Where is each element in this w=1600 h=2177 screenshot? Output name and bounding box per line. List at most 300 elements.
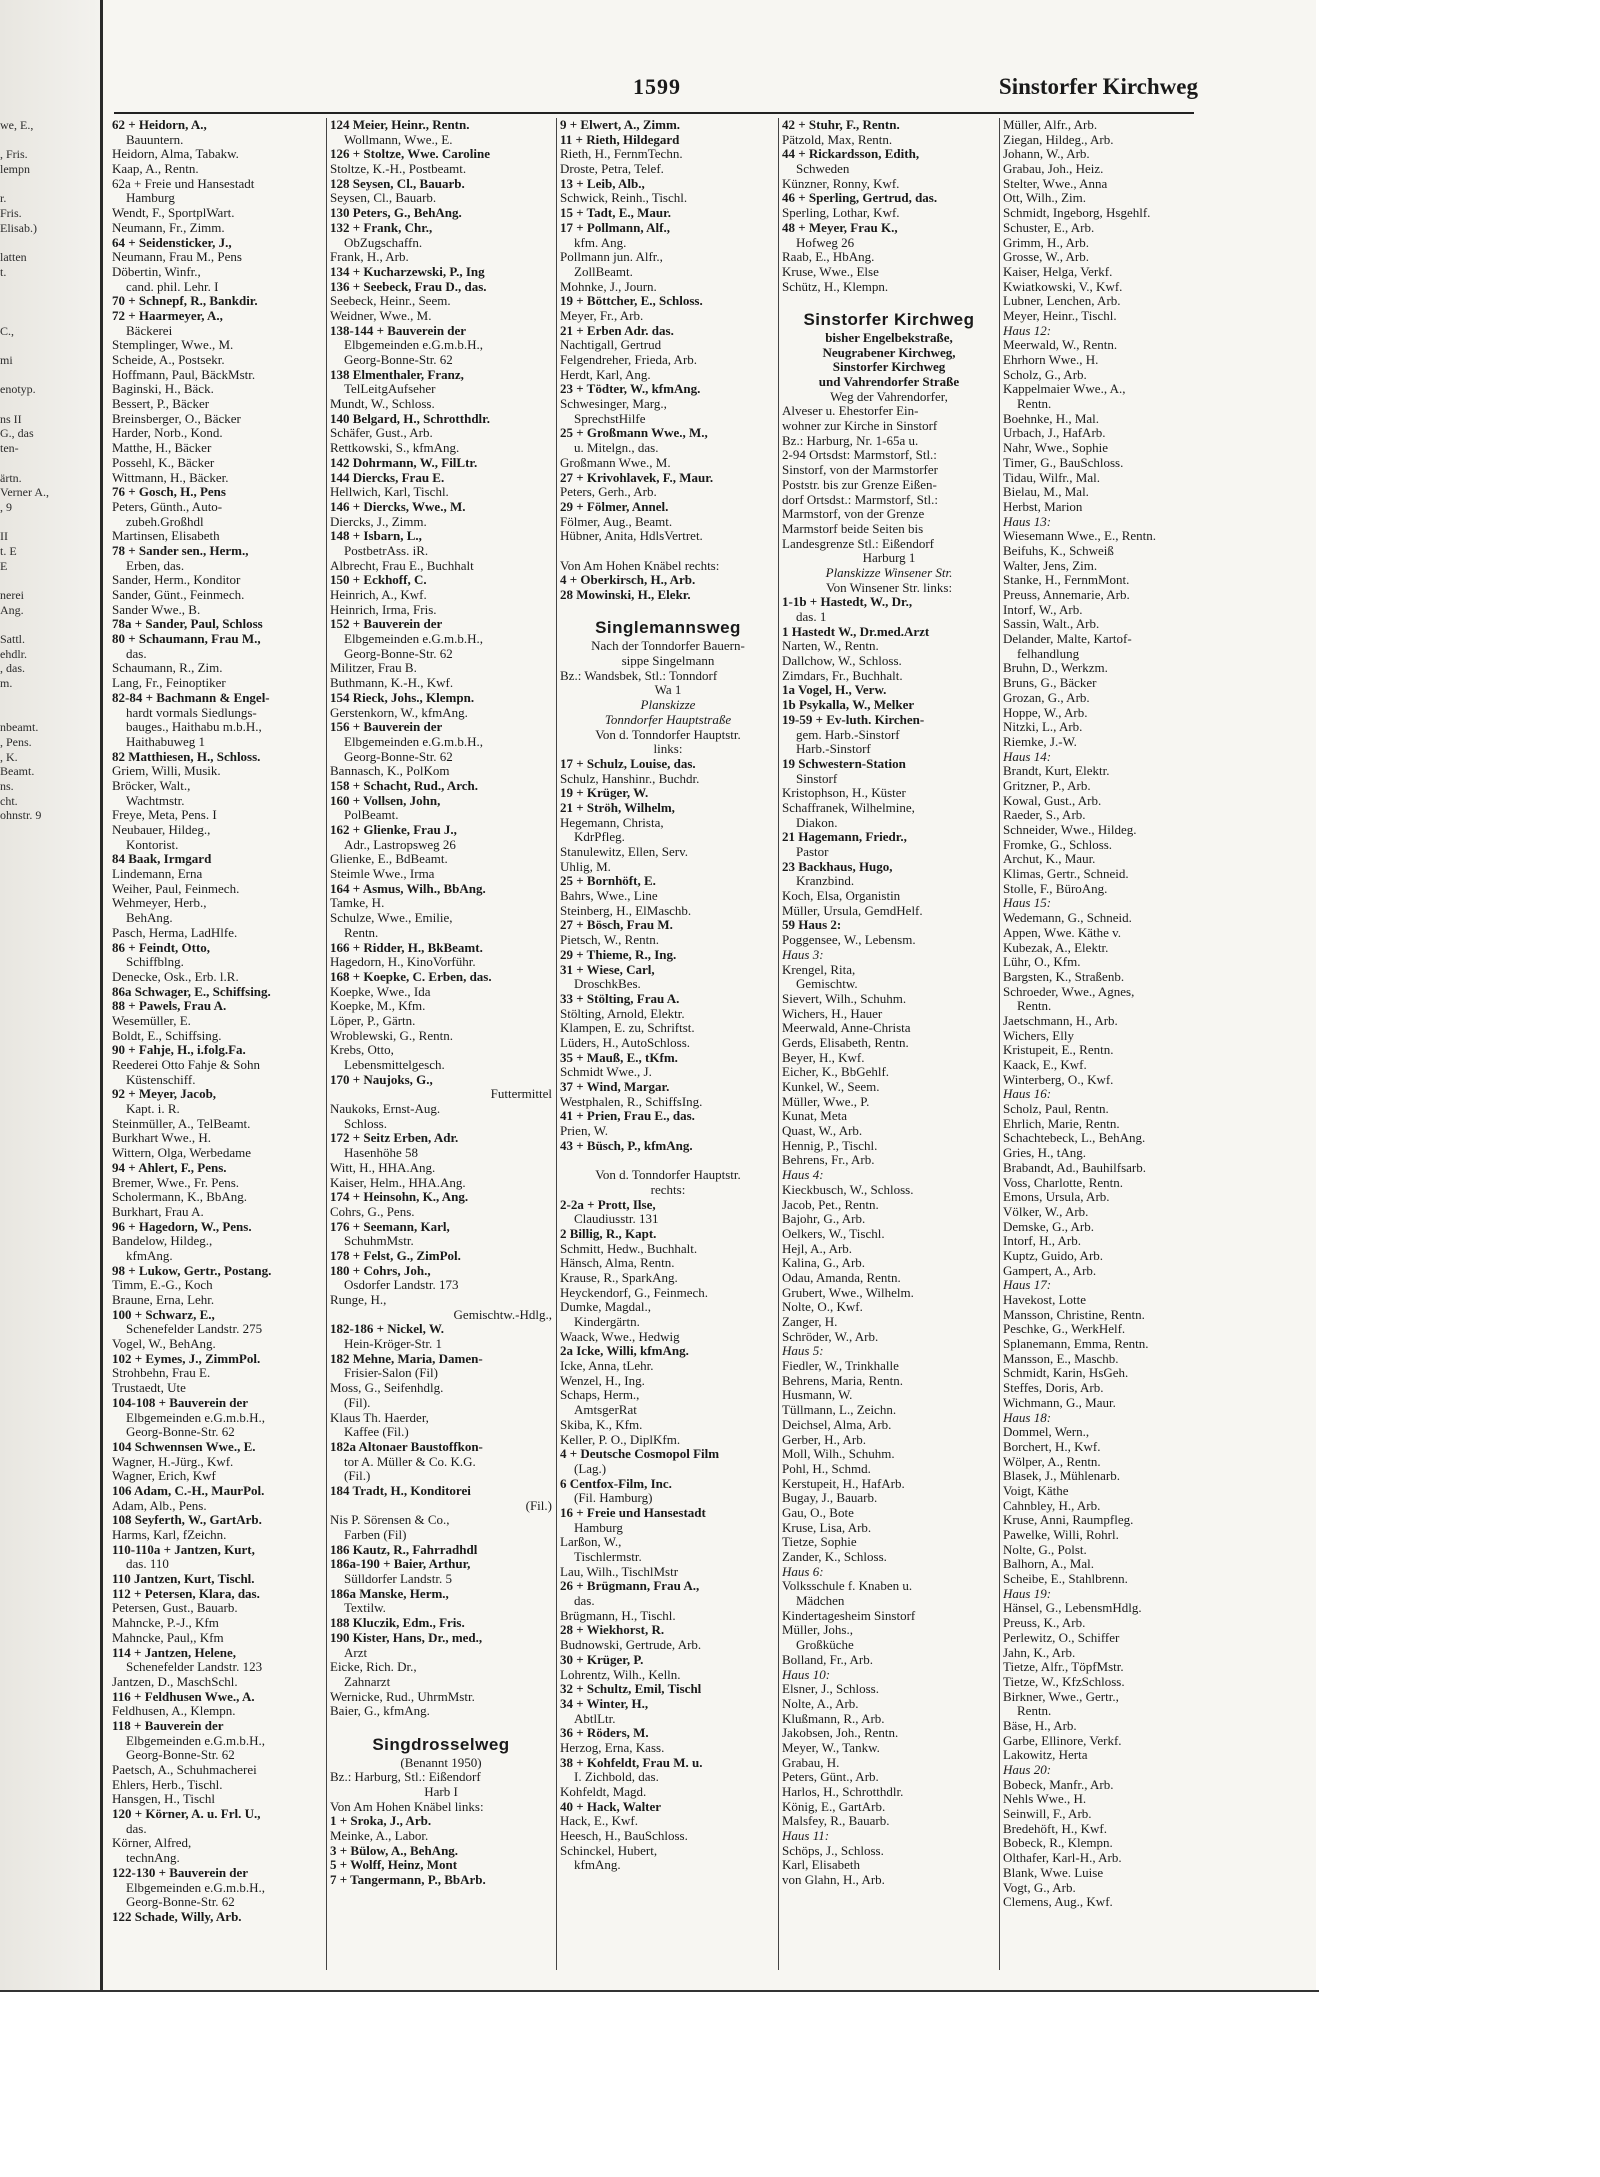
directory-entry: (Fil. Hamburg) <box>574 1490 653 1506</box>
directory-entry: Hasenhöhe 58 <box>344 1145 419 1161</box>
directory-entry: Hellwich, Karl, Tischl. <box>330 484 449 500</box>
directory-entry: Hänsch, Alma, Rentn. <box>560 1255 675 1271</box>
directory-entry: Hänsel, G., LebensmHdlg. <box>1003 1600 1142 1616</box>
directory-entry: Wagner, H.-Jürg., Kwf. <box>112 1453 234 1469</box>
cut-text-fragment: we, E., <box>0 118 34 132</box>
directory-entry: Tietze, Sophie <box>782 1534 857 1550</box>
directory-entry: 156 + Bauverein der <box>330 719 443 735</box>
directory-entry: Bremer, Wwe., Fr. Pens. <box>112 1174 240 1190</box>
directory-entry: Matthe, H., Bäcker <box>112 440 212 456</box>
cut-text-fragment: ns II <box>0 411 22 426</box>
directory-entry: 160 + Vollsen, John, <box>330 792 441 808</box>
directory-entry: Sievert, Wilh., Schuhm. <box>782 990 907 1006</box>
directory-entry: Kindertagesheim Sinstorf <box>782 1607 916 1623</box>
directory-entry: 186a-190 + Baier, Arthur, <box>330 1556 471 1572</box>
directory-entry: ObZugschaffn. <box>344 234 423 250</box>
directory-entry: Fromke, G., Schloss. <box>1003 836 1113 852</box>
directory-entry: Feldhusen, A., Klempn. <box>112 1703 236 1719</box>
directory-entry: Döbertin, Winfr., <box>112 263 201 279</box>
cut-text-fragment: r. <box>0 191 7 206</box>
directory-entry: Behrens, Fr., Arb. <box>782 1152 875 1168</box>
directory-entry: Skiba, K., Kfm. <box>560 1416 643 1432</box>
directory-entry: Schenefelder Landstr. 123 <box>126 1659 263 1675</box>
directory-entry: Schroeder, Wwe., Agnes, <box>1003 983 1135 999</box>
cut-text-fragment <box>0 617 98 632</box>
directory-entry: 100 + Schwarz, E., <box>112 1306 215 1322</box>
directory-entry: Cahnbley, H., Arb. <box>1003 1497 1101 1513</box>
cut-text-fragment <box>0 691 98 706</box>
directory-entry: 29 + Fölmer, Annel. <box>560 498 669 514</box>
cut-text-fragment: nbeamt. <box>0 720 39 735</box>
directory-entry: Martinsen, Elisabeth <box>112 528 220 544</box>
directory-entry: 138 Elmenthaler, Franz, <box>330 366 464 382</box>
directory-entry: Jahn, K., Arb. <box>1003 1644 1076 1660</box>
directory-entry: Jaetschmann, H., Arb. <box>1003 1012 1118 1028</box>
directory-entry: Diakon. <box>796 814 838 830</box>
directory-entry: 13 + Leib, Alb., <box>560 175 645 191</box>
directory-entry: 21 Hagemann, Friedr., <box>782 829 907 845</box>
directory-entry: Künzner, Ronny, Kwf. <box>782 175 900 191</box>
directory-entry: Kaiser, Helm., HHA.Ang. <box>330 1174 466 1190</box>
directory-entry: 1-1b + Hastedt, W., Dr., <box>782 594 913 610</box>
directory-entry: Baier, G., kfmAng. <box>330 1703 430 1719</box>
directory-entry: Wachtmstr. <box>126 792 185 808</box>
directory-entry: Perlewitz, O., Schiffer <box>1003 1629 1120 1645</box>
directory-entry: Nolte, G., Polst. <box>1003 1541 1087 1557</box>
directory-entry: Schwick, Reinh., Tischl. <box>560 190 688 206</box>
directory-entry: 150 + Eckhoff, C. <box>330 572 427 588</box>
directory-entry: Bz.: Wandsbek, Stl.: Tonndorf <box>560 667 718 683</box>
directory-entry: 64 + Seidensticker, J., <box>112 234 232 250</box>
directory-entry: Wölper, A., Rentn. <box>1003 1453 1101 1469</box>
directory-entry: Kaffee (Fil.) <box>344 1424 409 1440</box>
directory-entry: Riemke, J.-W. <box>1003 733 1077 749</box>
directory-entry: Dumke, Magdal., <box>560 1299 651 1315</box>
directory-entry: Mahncke, P.-J., Kfm <box>112 1615 219 1631</box>
cut-text-fragment: m. <box>0 676 13 691</box>
directory-entry: Grosse, W., Arb. <box>1003 249 1089 265</box>
directory-entry: Haus 5: <box>782 1343 824 1359</box>
directory-entry: Klaus Th. Haerder, <box>330 1409 429 1425</box>
directory-entry: Georg-Bonne-Str. 62 <box>344 748 453 764</box>
directory-entry: Karl, Elisabeth <box>782 1857 860 1873</box>
directory-entry: 138-144 + Bauverein der <box>330 322 467 338</box>
directory-entry: Schloss. <box>344 1115 387 1131</box>
directory-entry: (Fil.) <box>525 1497 552 1513</box>
directory-entry: Schmidt, Karin, HsGeh. <box>1003 1365 1129 1381</box>
directory-entry: König, E., GartArb. <box>782 1798 886 1814</box>
directory-entry: 7 + Tangermann, P., BbArb. <box>330 1872 486 1888</box>
directory-entry: 1 Hastedt W., Dr.med.Arzt <box>782 623 930 639</box>
directory-entry: AmtsgerRat <box>574 1402 637 1418</box>
directory-entry: Gerds, Elisabeth, Rentn. <box>782 1034 909 1050</box>
directory-entry: bisher Engelbekstraße, <box>825 329 953 345</box>
directory-entry: 5 + Wolff, Heinz, Mont <box>330 1857 458 1873</box>
directory-entry: Osdorfer Landstr. 173 <box>344 1277 459 1293</box>
directory-entry: technAng. <box>126 1850 180 1866</box>
directory-entry: Sander Wwe., B. <box>112 601 201 617</box>
directory-entry: Rieth, H., FernmTechn. <box>560 146 683 162</box>
directory-entry: Schmidt Wwe., J. <box>560 1064 652 1080</box>
directory-entry: 114 + Jantzen, Helene, <box>112 1644 237 1660</box>
directory-entry: Kruse, Anni, Raumpfleg. <box>1003 1512 1134 1528</box>
directory-entry: Deichsel, Alma, Arb. <box>782 1416 892 1432</box>
directory-entry: Nitzki, L., Arb. <box>1003 719 1083 735</box>
directory-entry: 162 + Glienke, Frau J., <box>330 822 457 837</box>
cut-text-fragment: , das. <box>0 661 25 676</box>
directory-entry: 154 Rieck, Johs., Klempn. <box>330 689 475 705</box>
directory-entry: PolBeamt. <box>344 807 399 823</box>
directory-entry: Albrecht, Frau E., Buchhalt <box>330 557 474 573</box>
directory-entry: Sassin, Walt., Arb. <box>1003 616 1100 632</box>
directory-entry: Mädchen <box>796 1593 845 1609</box>
directory-entry: 46 + Sperling, Gertrud, das. <box>782 190 938 206</box>
directory-entry: Eicher, K., BbGehlf. <box>782 1064 890 1080</box>
directory-entry: Peters, Günt., Arb. <box>782 1769 879 1785</box>
directory-entry: Zimdars, Fr., Buchhalt. <box>782 667 903 683</box>
directory-entry: Schiffblng. <box>126 954 184 970</box>
directory-entry: 102 + Eymes, J., ZimmPol. <box>112 1350 261 1366</box>
directory-entry: Adr., Lastropsweg 26 <box>344 836 456 852</box>
directory-entry: Schuster, E., Arb. <box>1003 219 1095 235</box>
directory-entry: Heesch, H., BauSchloss. <box>560 1828 688 1844</box>
directory-entry: 2a Icke, Willi, kfmAng. <box>560 1343 689 1359</box>
directory-entry: Hejl, A., Arb. <box>782 1240 853 1256</box>
directory-entry: Larßon, W., <box>560 1534 622 1550</box>
directory-entry: 44 + Rickardsson, Edith, <box>782 146 920 162</box>
directory-entry: Hamburg <box>126 190 175 206</box>
page-bottom-edge <box>0 1990 1319 1992</box>
directory-entry: 182-186 + Nickel, W. <box>330 1321 444 1337</box>
directory-entry: Garbe, Ellinore, Verkf. <box>1003 1732 1122 1748</box>
directory-entry: Kowal, Gust., Arb. <box>1003 792 1102 808</box>
column-divider <box>999 118 1000 1970</box>
directory-entry: KdrPfleg. <box>574 829 625 845</box>
directory-entry: von Glahn, H., Arb. <box>782 1872 885 1888</box>
directory-entry: zubeh.Großhdl <box>126 513 204 529</box>
directory-entry: 182a Altonaer Baustoffkon- <box>330 1438 483 1454</box>
directory-entry: Pätzold, Max, Rentn. <box>782 131 893 147</box>
directory-entry: 130 Peters, G., BehAng. <box>330 205 462 221</box>
directory-entry: (Fil.) <box>344 1468 371 1484</box>
directory-entry: Quast, W., Arb. <box>782 1123 863 1139</box>
directory-entry: Schaffranek, Wilhelmine, <box>782 799 915 815</box>
directory-entry: (Fil). <box>344 1394 371 1410</box>
directory-entry: Kristupeit, E., Rentn. <box>1003 1042 1114 1058</box>
directory-entry: Heidorn, Alma, Tabakw. <box>112 146 239 162</box>
directory-entry: 140 Belgard, H., Schrotthdlr. <box>330 410 490 426</box>
directory-entry: 29 + Thieme, R., Ing. <box>560 946 677 962</box>
directory-entry: Haus 12: <box>1003 322 1052 338</box>
directory-entry: 4 + Deutsche Cosmopol Film <box>560 1446 720 1462</box>
directory-entry: Harms, Karl, fZeichn. <box>112 1527 227 1542</box>
directory-entry: Voigt, Käthe <box>1003 1482 1069 1498</box>
directory-entry: Gerstenkorn, W., kfmAng. <box>330 704 468 720</box>
directory-entry: Wollmann, Wwe., E. <box>344 131 453 147</box>
directory-entry: Fiedler, W., Trinkhalle <box>782 1358 899 1374</box>
directory-entry: Neugrabener Kirchweg, <box>822 344 956 360</box>
directory-entry: Meyer, W., Tankw. <box>782 1739 880 1755</box>
directory-entry: Tonndorfer Hauptstraße <box>604 711 732 727</box>
directory-entry: Völker, W., Arb. <box>1003 1203 1089 1219</box>
directory-entry: 80 + Schaumann, Frau M., <box>112 631 261 647</box>
directory-entry: Elbgemeinden e.G.m.b.H., <box>126 1732 265 1748</box>
directory-entry: Meinke, A., Labor. <box>330 1828 429 1844</box>
directory-entry: Bajohr, G., Arb. <box>782 1211 866 1227</box>
cut-text-fragment <box>0 338 98 353</box>
directory-entry: Schwesinger, Marg., <box>560 396 667 412</box>
directory-entry: Lindemann, Erna <box>112 866 203 882</box>
cut-text-fragment <box>0 573 98 588</box>
directory-entry: 36 + Röders, M. <box>560 1725 649 1741</box>
directory-entry: Johann, W., Arb. <box>1003 146 1090 162</box>
directory-entry: Hein-Kröger-Str. 1 <box>344 1336 442 1352</box>
cut-text-fragment: mi <box>0 353 13 367</box>
directory-entry: Bz.: Harburg, Nr. 1-65a u. <box>782 432 919 448</box>
running-head: Sinstorfer Kirchweg <box>998 74 1198 99</box>
directory-entry: 78a + Sander, Paul, Schloss <box>112 616 263 632</box>
directory-entry: Haus 3: <box>782 946 824 962</box>
column-divider <box>326 118 327 1970</box>
directory-entry: Kruse, Lisa, Arb. <box>782 1519 872 1535</box>
directory-entry: Rentn. <box>344 924 379 940</box>
directory-entry: Urbach, J., HafArb. <box>1003 425 1106 441</box>
directory-entry: Kristophson, H., Küster <box>782 785 906 801</box>
cut-text-fragment: Ang. <box>0 602 24 617</box>
directory-entry: Wesemüller, E. <box>112 1012 191 1028</box>
directory-entry: 182 Mehne, Maria, Damen- <box>330 1350 483 1366</box>
directory-entry: Planskizze <box>640 697 696 713</box>
directory-entry: 106 Adam, C.-H., MaurPol. <box>112 1482 265 1498</box>
directory-entry: 17 + Schulz, Louise, das. <box>560 755 696 771</box>
cut-text-fragment: enotyp. <box>0 382 36 397</box>
cut-text-fragment <box>0 236 98 251</box>
directory-entry: Heinrich, A., Kwf. <box>330 587 427 602</box>
directory-entry: Dallchow, W., Schloss. <box>782 653 902 669</box>
directory-entry: Jacob, Pet., Rentn. <box>782 1196 879 1212</box>
directory-entry: Paetsch, A., Schuhmacherei <box>112 1762 257 1777</box>
directory-entry: 6 Centfox-Film, Inc. <box>560 1475 672 1491</box>
street-heading: Singdrosselweg <box>372 1734 510 1754</box>
directory-entry: Weidner, Wwe., M. <box>330 307 432 323</box>
directory-entry: Steinberg, H., ElMaschb. <box>560 902 692 918</box>
directory-entry: 19 + Böttcher, E., Schloss. <box>560 293 703 309</box>
directory-entry: Landesgrenze Stl.: Eißendorf <box>782 535 934 551</box>
page-header <box>108 74 1198 114</box>
directory-entry: Marmstorf, von der Grenze <box>782 506 925 522</box>
directory-entry: Hegemann, Christa, <box>560 814 664 830</box>
directory-entry: Weiher, Paul, Feinmech. <box>112 880 240 896</box>
directory-entry: AbtlLtr. <box>574 1710 616 1726</box>
directory-entry: Wagner, Erich, Kwf <box>112 1468 216 1484</box>
directory-entry: Lubner, Lenchen, Arb. <box>1003 293 1121 309</box>
directory-entry: 186a Manske, Herm., <box>330 1585 449 1601</box>
directory-entry: Haus 20: <box>1003 1762 1052 1777</box>
directory-entry: 110 Jantzen, Kurt, Tischl. <box>112 1571 255 1587</box>
directory-entry: 168 + Koepke, C. Erben, das. <box>330 968 492 984</box>
directory-entry: 90 + Fahje, H., i.folg.Fa. <box>112 1042 246 1058</box>
directory-entry: Jantzen, D., MaschSchl. <box>112 1673 238 1689</box>
directory-entry: Haus 11: <box>782 1828 830 1844</box>
directory-entry: Kohfeldt, Magd. <box>560 1784 647 1799</box>
directory-entry: Pasch, Herma, LadHlfe. <box>112 924 238 940</box>
directory-entry: 136 + Seebeck, Frau D., das. <box>330 278 487 294</box>
directory-entry: Ott, Wilh., Zim. <box>1003 190 1087 206</box>
directory-entry: Bredehöft, H., Kwf. <box>1003 1820 1107 1836</box>
directory-entry: Georg-Bonne-Str. 62 <box>126 1424 235 1440</box>
directory-column-4 <box>782 118 996 1888</box>
directory-entry: Herzog, Erna, Kass. <box>560 1739 665 1755</box>
directory-entry: Wernicke, Rud., UhrmMstr. <box>330 1688 475 1704</box>
directory-entry: Nachtigall, Gertrud <box>560 337 662 353</box>
cut-text-fragment: t. <box>0 264 7 279</box>
directory-entry: Droste, Petra, Telef. <box>560 161 664 177</box>
directory-entry: BehAng. <box>126 910 173 926</box>
directory-entry: Hoppe, W., Arb. <box>1003 704 1088 720</box>
directory-entry: 104 Schwennsen Wwe., E. <box>112 1438 256 1454</box>
directory-entry: Kieckbusch, W., Schloss. <box>782 1181 914 1197</box>
directory-entry: 112 + Petersen, Klara, das. <box>112 1585 260 1601</box>
directory-entry: Lakowitz, Herta <box>1003 1747 1088 1763</box>
directory-entry: Koepke, Wwe., Ida <box>330 983 431 999</box>
directory-entry: 2-94 Ortsdst: Marmstorf, Stl.: <box>782 447 937 463</box>
directory-entry: Malsfey, R., Bauarb. <box>782 1813 890 1829</box>
directory-entry: Schachtebeck, L., BehAng. <box>1003 1130 1146 1146</box>
directory-entry: Trustaedt, Ute <box>112 1380 186 1396</box>
directory-entry: Scholz, Paul, Rentn. <box>1003 1101 1109 1117</box>
directory-entry: Tietze, Alfr., TöpfMstr. <box>1003 1659 1124 1675</box>
cut-text-fragment <box>0 706 98 721</box>
directory-entry: Elbgemeinden e.G.m.b.H., <box>126 1409 265 1425</box>
directory-entry: Nolte, O., Kwf. <box>782 1299 863 1315</box>
directory-entry: bauges., Haithabu m.b.H., <box>126 719 262 735</box>
directory-entry: Müller, Alfr., Arb. <box>1003 118 1098 132</box>
directory-entry: Haus 10: <box>782 1666 831 1682</box>
directory-entry: Petersen, Gust., Bauarb. <box>112 1600 238 1616</box>
directory-entry: Schöps, J., Schloss. <box>782 1842 884 1858</box>
directory-entry: Lohrentz, Wilh., Kelln. <box>560 1666 681 1682</box>
directory-entry: Grimm, H., Arb. <box>1003 234 1089 250</box>
directory-entry: Bruhn, D., Werkzm. <box>1003 660 1108 676</box>
directory-entry: Steffes, Doris, Arb. <box>1003 1380 1104 1396</box>
directory-entry: 148 + Isbarn, L., <box>330 528 422 544</box>
directory-entry <box>560 544 776 559</box>
directory-entry: 82 Matthiesen, H., Schloss. <box>112 748 261 764</box>
directory-entry: Kranzbind. <box>796 873 855 889</box>
directory-entry: das. 110 <box>126 1556 169 1572</box>
directory-entry: rechts: <box>650 1181 686 1197</box>
directory-entry: Hoffmann, Paul, BäckMstr. <box>112 366 256 382</box>
directory-entry: Mansson, E., Maschb. <box>1003 1350 1119 1366</box>
directory-entry: Sperling, Lothar, Kwf. <box>782 205 900 221</box>
directory-entry: Weg der Vahrendorfer, <box>830 388 948 404</box>
directory-entry: und Vahrendorfer Straße <box>818 374 960 389</box>
directory-entry: Scheibe, E., Stahlbrenn. <box>1003 1571 1128 1587</box>
directory-entry: Husmann, W. <box>782 1387 853 1403</box>
directory-entry: Bäckerei <box>126 322 173 338</box>
directory-entry: Splanemann, Emma, Rentn. <box>1003 1336 1149 1352</box>
directory-entry: Haus 19: <box>1003 1585 1052 1601</box>
directory-entry: Denecke, Osk., Erb. l.R. <box>112 968 239 984</box>
directory-entry: Gries, H., tAng. <box>1003 1145 1087 1161</box>
directory-entry: cand. phil. Lehr. I <box>126 278 219 294</box>
directory-entry: Reederei Otto Fahje & Sohn <box>112 1057 261 1072</box>
directory-entry: Rettkowski, S., kfmAng. <box>330 440 460 456</box>
directory-entry: 41 + Prien, Frau E., das. <box>560 1108 695 1124</box>
cut-text-fragment: t. E <box>0 543 17 558</box>
directory-entry: Waack, Wwe., Hedwig <box>560 1328 680 1344</box>
directory-entry: Zanger, H. <box>782 1314 838 1329</box>
directory-entry: Raeder, S., Arb. <box>1003 807 1086 823</box>
directory-entry: Vogt, G., Arb. <box>1003 1879 1076 1895</box>
directory-entry: Baginski, H., Bäck. <box>112 381 214 397</box>
directory-entry: Bargsten, K., Straßenb. <box>1003 968 1125 984</box>
directory-entry: Boldt, E., Schiffsing. <box>112 1027 222 1043</box>
directory-entry: 84 Baak, Irmgard <box>112 851 212 867</box>
directory-entry: 40 + Hack, Walter <box>560 1798 662 1814</box>
directory-entry: Braune, Erna, Lehr. <box>112 1292 215 1307</box>
directory-entry: Fölmer, Aug., Beamt. <box>560 513 673 529</box>
directory-entry: Birkner, Wwe., Gertr., <box>1003 1688 1119 1704</box>
cut-text-fragment: nerei <box>0 588 24 602</box>
directory-entry: sippe Singelmann <box>621 653 715 669</box>
directory-entry: Keller, P. O., DiplKfm. <box>560 1431 681 1447</box>
directory-entry: 98 + Lukow, Gertr., Postang. <box>112 1262 272 1278</box>
directory-entry: 164 + Asmus, Wilh., BbAng. <box>330 880 486 896</box>
directory-column-1 <box>112 118 324 1925</box>
directory-entry: Müller, Johs., <box>782 1622 853 1638</box>
directory-entry: 17 + Pollmann, Alf., <box>560 219 670 235</box>
directory-entry: Tietze, W., KfzSchloss. <box>1003 1673 1125 1689</box>
directory-entry: Harlos, H., Schrotthdlr. <box>782 1784 904 1799</box>
directory-entry: Haus 18: <box>1003 1409 1052 1425</box>
directory-entry: Mundt, W., Schloss. <box>330 396 435 412</box>
directory-entry: Volksschule f. Knaben u. <box>782 1578 913 1594</box>
directory-entry: Eicke, Rich. Dr., <box>330 1659 417 1675</box>
directory-entry: 38 + Kohfeldt, Frau M. u. <box>560 1754 703 1770</box>
directory-entry: 19 + Krüger, W. <box>560 785 649 801</box>
directory-entry: Havekost, Lotte <box>1003 1292 1087 1307</box>
directory-entry: Nahr, Wwe., Sophie <box>1003 440 1109 456</box>
directory-entry: Steinmüller, A., TelBeamt. <box>112 1115 251 1131</box>
directory-entry: Bannasch, K., PolKom <box>330 763 450 779</box>
directory-entry: 128 Seysen, Cl., Bauarb. <box>330 175 465 191</box>
directory-entry: Hofweg 26 <box>796 234 855 250</box>
directory-entry: Olthafer, Karl-H., Arb. <box>1003 1850 1122 1866</box>
directory-entry: Großmann Wwe., M. <box>560 454 671 470</box>
directory-entry: Balhorn, A., Mal. <box>1003 1556 1094 1572</box>
directory-entry: 166 + Ridder, H., BkBeamt. <box>330 939 483 955</box>
directory-entry: Koepke, M., Kfm. <box>330 998 426 1014</box>
directory-entry: DroschkBes. <box>574 976 641 992</box>
directory-entry: Tischlermstr. <box>574 1549 642 1564</box>
directory-entry: Von Am Hohen Knäbel links: <box>330 1798 484 1814</box>
directory-entry: kfmAng. <box>574 1857 621 1873</box>
directory-entry: 170 + Naujoks, G., <box>330 1071 433 1087</box>
cut-text-fragment <box>0 280 98 295</box>
directory-entry: Pastor <box>796 844 829 859</box>
cut-text-fragment: ohnstr. 9 <box>0 808 42 823</box>
directory-entry: 190 Kister, Hans, Dr., med., <box>330 1629 483 1645</box>
directory-entry: Gemischtw.-Hdlg., <box>453 1306 552 1322</box>
directory-entry: Lühr, O., Kfm. <box>1003 954 1081 970</box>
directory-entry: Bobeck, Manfr., Arb. <box>1003 1776 1114 1792</box>
directory-entry: Grabau, H. <box>782 1754 840 1770</box>
directory-entry: Felgendreher, Frieda, Arb. <box>560 352 698 367</box>
directory-entry: Prien, W. <box>560 1123 609 1139</box>
directory-entry: Neumann, Frau M., Pens <box>112 249 242 265</box>
directory-entry: Delander, Malte, Kartof- <box>1003 631 1132 647</box>
